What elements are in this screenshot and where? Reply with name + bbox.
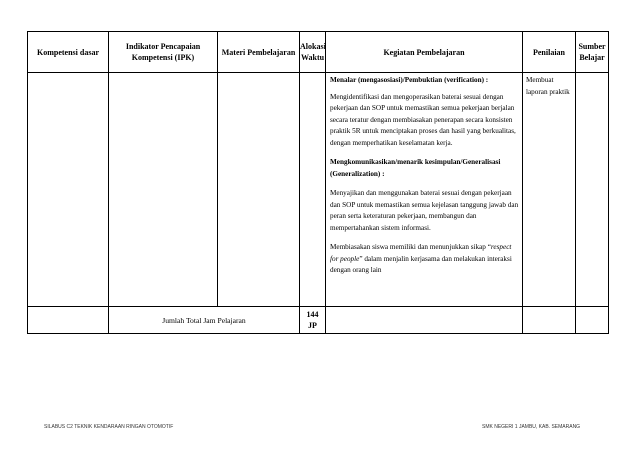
cell-indikator [109, 73, 218, 307]
header-alokasi-line1: Alokasi [300, 42, 326, 51]
total-empty-sumber [576, 307, 609, 334]
cell-materi [218, 73, 300, 307]
header-indikator-line2: Kompetensi (IPK) [131, 53, 195, 62]
header-indikator-line1: Indikator Pencapaian [125, 42, 201, 51]
syllabus-table [27, 31, 609, 334]
header-alokasi [300, 32, 326, 73]
cell-kompetensi-dasar [28, 73, 109, 307]
total-unit: JP [308, 321, 317, 330]
penilaian-text: Membuat laporan praktik [526, 76, 570, 96]
footer-right: SMK NEGERI 1 JAMBU, KAB. SEMARANG [482, 424, 581, 430]
cell-sumber [576, 73, 609, 307]
komunikasi-text: Menyajikan dan menggunakan baterai sesuai dengan pekerjaan dan SOP untuk memastikan semua kejelasan tanggung jawab dan peran serta keteraturan pekerjaan, membangun dan mempertahankan sistem informasi. [330, 189, 519, 232]
menalar-heading: Menalar (mengasosiasi)/Pembuktian (verification) : [330, 76, 489, 84]
header-indikator [109, 32, 218, 73]
sikap-italic: respect for people [330, 243, 512, 263]
sikap-text: Membiasakan siswa memiliki dan menunjukkan sikap “respect for people” dalam menjalin kerjasama dan melakukan interaksi dengan orang lain [330, 243, 512, 274]
total-empty-penilaian [523, 307, 576, 334]
cell-alokasi [300, 73, 326, 307]
total-value [300, 307, 326, 334]
header-penilaian: Penilaian [523, 32, 576, 73]
total-empty-kegiatan [326, 307, 523, 334]
total-number: 144 [306, 310, 319, 319]
cell-kegiatan [326, 73, 523, 307]
header-row [28, 32, 609, 73]
header-kompetensi-dasar: Kompetensi dasar [28, 32, 109, 73]
komunikasi-heading: Mengkomunikasikan/menarik kesimpulan/Generalisasi (Generalization) : [330, 158, 501, 178]
total-label: Jumlah Total Jam Pelajaran [109, 307, 300, 334]
header-sumber [576, 32, 609, 73]
cell-penilaian [523, 73, 576, 307]
header-alokasi-line2: Waktu [300, 53, 325, 62]
header-sumber-line2: Belajar [579, 53, 605, 62]
menalar-text: Mengidentifikasi dan mengoperasikan baterai sesuai dengan pekerjaan dan SOP untuk memastikan semua pekerjaan berjalan secara teratur dengan membiasakan penerapan secara konsisten praktik 5R untuk menciptakan proses dan hasil yang berkualitas, dengan memperhatikan keselamatan kerja. [330, 92, 516, 147]
footer-left: SILABUS C2 TEKNIK KENDARAAN RINGAN OTOMOTIF [44, 424, 174, 430]
total-row [28, 307, 609, 334]
header-sumber-line1: Sumber [578, 42, 606, 51]
header-kegiatan: Kegiatan Pembelajaran [326, 32, 523, 73]
header-materi: Materi Pembelajaran [218, 32, 300, 73]
table-row [28, 73, 609, 307]
total-empty-cell [28, 307, 109, 334]
